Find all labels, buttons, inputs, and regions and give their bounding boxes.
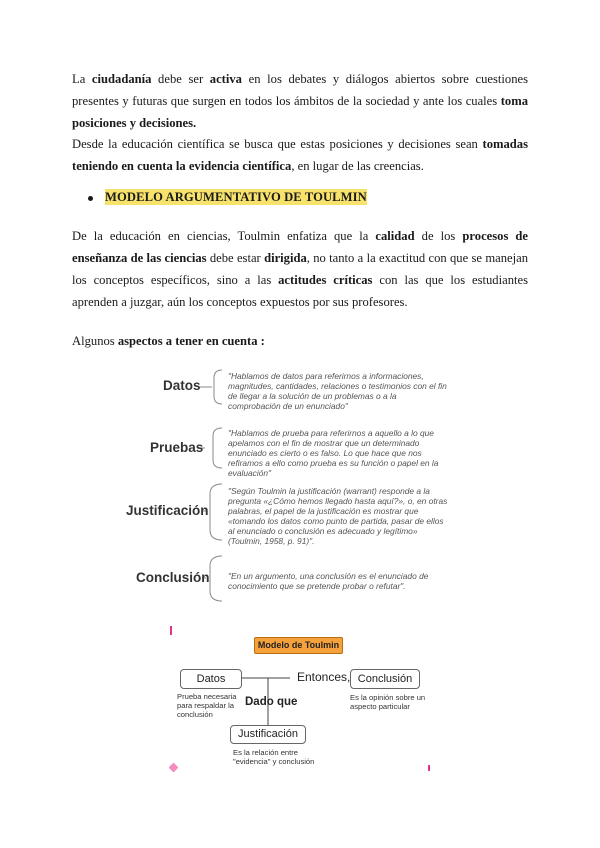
text-run: , en lugar de las creencias. <box>291 159 424 173</box>
text-run: debe estar <box>206 251 265 265</box>
justificacion-box: Justificación <box>230 725 306 744</box>
text-run: Algunos <box>72 334 118 348</box>
datos-note: Prueba necesaria para respaldar la conclusión <box>177 692 237 719</box>
pink-mark <box>428 765 430 771</box>
bold-run: calidad <box>375 229 415 243</box>
text-run: de los <box>414 229 463 243</box>
bold-run: tomadas teniendo en cuenta la evidencia científica <box>72 137 528 173</box>
concept-label-justificacion: Justificación <box>126 503 209 518</box>
concept-definition-conclusion: "En un argumento, una conclusión es el enunciado de conocimiento que se pretende probar o refutar". <box>228 571 429 591</box>
concept-label-pruebas: Pruebas <box>150 440 204 455</box>
concept-definition-justificacion: "Según Toulmin la justificación (warrant) responde a la pregunta «¿Cómo hemos llegado hasta aquí?», o, en otras palabras, el papel de la justificación es mostrar que «tomando los datos como punto de partida, pasar de ellos al enunciado o conclusión es adecuado y legítimo» (Toulmin, 1958, p. 91)". <box>228 486 448 546</box>
heading-text: MODELO ARGUMENTATIVO DE TOULMIN <box>105 190 367 204</box>
pink-mark <box>170 626 172 635</box>
text-run: La <box>72 72 92 86</box>
concept-definition-datos: "Hablamos de datos para referirnos a informaciones, magnitudes, cantidades, relaciones o testimonios con el fin de llegar a la solución de un problemas o a la comprobación de un enunciado" <box>228 371 447 411</box>
entonces-text: Entonces, <box>297 670 351 684</box>
concept-label-conclusion: Conclusión <box>136 570 210 585</box>
text-run: Desde la educación científica se busca que estas posiciones y decisiones sean <box>72 137 483 151</box>
bold-run: procesos de enseñanza de las ciencias <box>72 229 529 265</box>
bold-run: activa <box>209 72 242 86</box>
text-run: debe ser <box>151 72 210 86</box>
text-run: con las que los estudiantes aprenden a juzgar, aún los conceptos expuestos por sus profesores. <box>72 273 528 309</box>
conclusion-note: Es la opinión sobre un aspecto particular <box>350 693 426 711</box>
dado-que-text: Dado que <box>245 696 298 708</box>
bold-run: ciudadanía <box>91 72 152 86</box>
concept-label-datos: Datos <box>163 378 201 393</box>
text-run: en los debates y diálogos abiertos sobre cuestiones presentes y futuras que surgen en todos los ámbitos de la sociedad y ante los cuales <box>72 72 528 108</box>
concept-definition-pruebas: "Hablamos de prueba para referirnos a aquello a lo que apelamos con el fin de mostrar que un determinado enunciado es cierto o es falso. Lo que hace que nos refiramos a ello como prueba es su función o papel en la evaluación" <box>228 428 439 478</box>
conclusion-box: Conclusión <box>350 669 420 689</box>
text-run: , no tanto a la exactitud con que se manejan los conceptos específicos, sino a las <box>72 251 528 287</box>
toulmin-title: Modelo de Toulmin <box>254 637 343 654</box>
text-run: De la educación en ciencias, Toulmin enfatiza que la <box>72 229 376 243</box>
bold-run: actitudes críticas <box>278 273 373 287</box>
datos-box: Datos <box>180 669 242 689</box>
bold-run: dirigida <box>264 251 307 265</box>
bold-run: toma posiciones y decisiones. <box>72 94 528 130</box>
bold-run: aspectos a tener en cuenta : <box>117 334 265 348</box>
justificacion-note: Es la relación entre "evidencia" y conclusión <box>233 748 315 766</box>
